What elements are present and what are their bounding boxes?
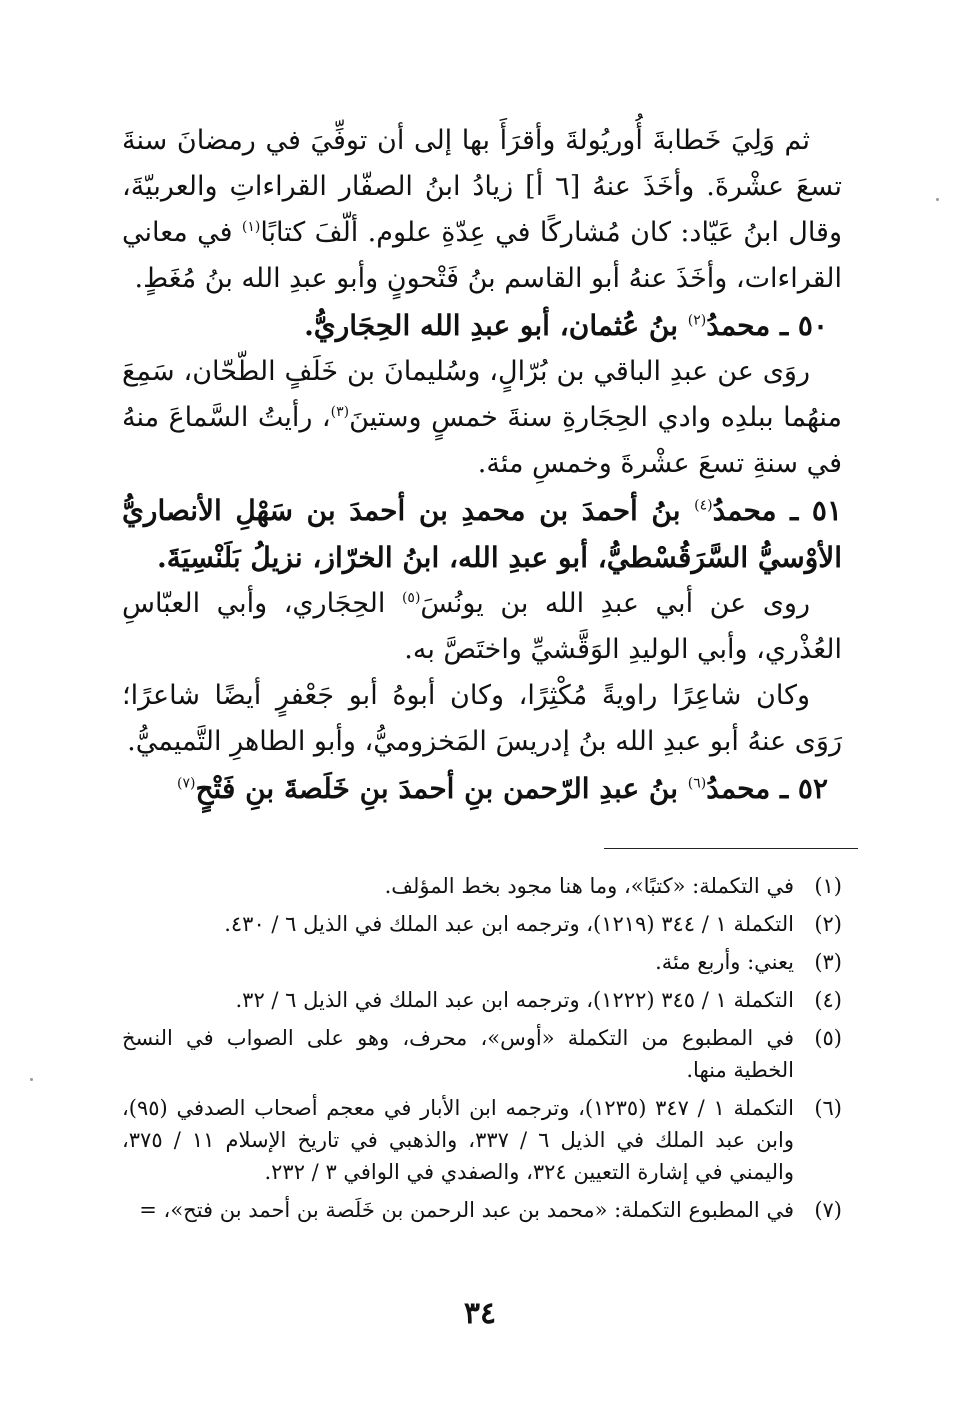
footnote — [122, 1092, 842, 1188]
footnote — [122, 1194, 842, 1226]
footnote-number: (١) — [814, 874, 842, 898]
footnote-ref[interactable]: (٥) — [401, 590, 421, 606]
entry-heading-51: ٥١ ـ محمدُ$^{(٤)}$ بنُ أحمدَ بن محمدِ بن أحمدَ بن سَهْلِ الأنصاريُّ الأوْسيُّ السَّرَقُسْطيُّ، أبو عبدِ الله، ابنُ الخرّاز، نزيلُ بَلَنْسِيَةَ. — [122, 494, 842, 574]
entry-heading-52: ٥٢ ـ محمدُ$^{(٦)}$ بنُ عبدِ الرّحمن بنِ أحمدَ بنِ خَلَصةَ بنِ فَتْحٍ$^{(٧)}$ — [176, 772, 828, 805]
paragraph: روَى عن عبدِ الباقي بن بُرّالٍ، وسُليمانَ بن خَلَفٍ الطّحّان، سَمِعَ منهُما ببلدِه وادي الحِجَارةِ سنةَ خمسٍ وستينَ$^{(٣)}$، رأيتُ السَّماعَ منهُ في سنةِ تسعَ عشْرةَ وخمسِ مئة. — [122, 356, 843, 479]
scan-speck — [30, 1078, 33, 1081]
footnote — [122, 870, 842, 902]
footnote-text: التكملة ١ / ٣٤٧ (١٢٣٥)، وترجمه ابن الأبار في معجم أصحاب الصدفي (٩٥)، وابن عبد الملك في الذيل ٦ / ٣٣٧، والذهبي في تاريخ الإسلام ١١ / ٣٧٥، واليمني في إشارة التعيين ٣٢٤، والصفدي في الوافي ٣ / ٢٣٢. — [122, 1096, 794, 1184]
scan-speck — [936, 198, 939, 201]
footnote-number: (٧) — [814, 1198, 842, 1222]
paragraph: ثم وَلِيَ خَطابةَ أُوريُولةَ وأقرَأَ بها إلى أن توفِّيَ في رمضانَ سنةَ تسعَ عشْرةَ. وأخَذَ عنهُ [٦ أ] زيادُ ابنُ الصفّار القراءاتِ والعربيّةَ، وقال ابنُ عَيّاد: كان مُشاركًا في عِدّةِ علوم. ألّفَ كتابًا$^{(١)}$ في معاني القراءات، وأخَذَ عنهُ أبو القاسم بنُ فَتْحونٍ وأبو عبدِ الله بنُ مُغَطٍ. — [122, 125, 842, 294]
footnotes — [122, 870, 842, 1232]
footnote-text: في التكملة: «كتبًا»، وما هنا مجود بخط المؤلف. — [384, 874, 794, 898]
footnote-divider — [604, 848, 858, 849]
footnote-text: في المطبوع التكملة: «محمد بن عبد الرحمن بن خَلَصة بن أحمد بن فتح»، = — [139, 1198, 794, 1222]
paragraph: روى عن أبي عبدِ الله بن يونُسَ$^{(٥)}$ الحِجَاري، وأبي العبّاسِ العُذْري، وأبي الوليدِ الوَقَّشيِّ واختَصَّ به. — [122, 588, 842, 665]
footnote-number: (٤) — [814, 988, 842, 1012]
footnote-ref[interactable]: (٧) — [176, 775, 196, 792]
footnote-text: التكملة ١ / ٣٤٥ (١٢٢٢)، وترجمه ابن عبد الملك في الذيل ٦ / ٣٢. — [235, 988, 794, 1012]
footnote — [122, 1022, 842, 1086]
footnote-ref[interactable]: (١) — [241, 219, 261, 235]
footnote — [122, 908, 842, 940]
paragraph: وكان شاعِرًا راويةً مُكْثِرًا، وكان أبوهُ أبو جَعْفرٍ أيضًا شاعرًا؛ رَوَى عنهُ أبو عبدِ الله بنُ إدريسَ المَخزوميُّ، وأبو الطاهرِ التَّميميُّ. — [122, 680, 842, 757]
entry-heading-50: ٥٠ ـ محمدُ$^{(٢)}$ بنُ عُثمان، أبو عبدِ الله الحِجَاريُّ. — [304, 309, 828, 342]
footnote-number: (٦) — [814, 1096, 842, 1120]
footnote-text: التكملة ١ / ٣٤٤ (١٢١٩)، وترجمه ابن عبد الملك في الذيل ٦ / ٤٣٠. — [224, 912, 794, 936]
footnote-ref[interactable]: (٦) — [687, 775, 707, 792]
footnote-number: (٢) — [814, 912, 842, 936]
footnote-number: (٣) — [814, 950, 842, 974]
footnote — [122, 984, 842, 1016]
footnote-ref[interactable]: (٢) — [687, 312, 707, 329]
footnote — [122, 946, 842, 978]
footnote-text: يعني: وأربع مئة. — [655, 950, 794, 974]
footnote-ref[interactable]: (٤) — [694, 497, 713, 514]
footnote-number: (٥) — [814, 1026, 842, 1050]
footnote-text: في المطبوع من التكملة «أوس»، محرف، وهو على الصواب في النسخ الخطية منها. — [122, 1026, 794, 1082]
main-text — [122, 118, 842, 812]
page-number: ٣٤ — [463, 1296, 497, 1331]
footnote-ref[interactable]: (٣) — [330, 404, 350, 420]
